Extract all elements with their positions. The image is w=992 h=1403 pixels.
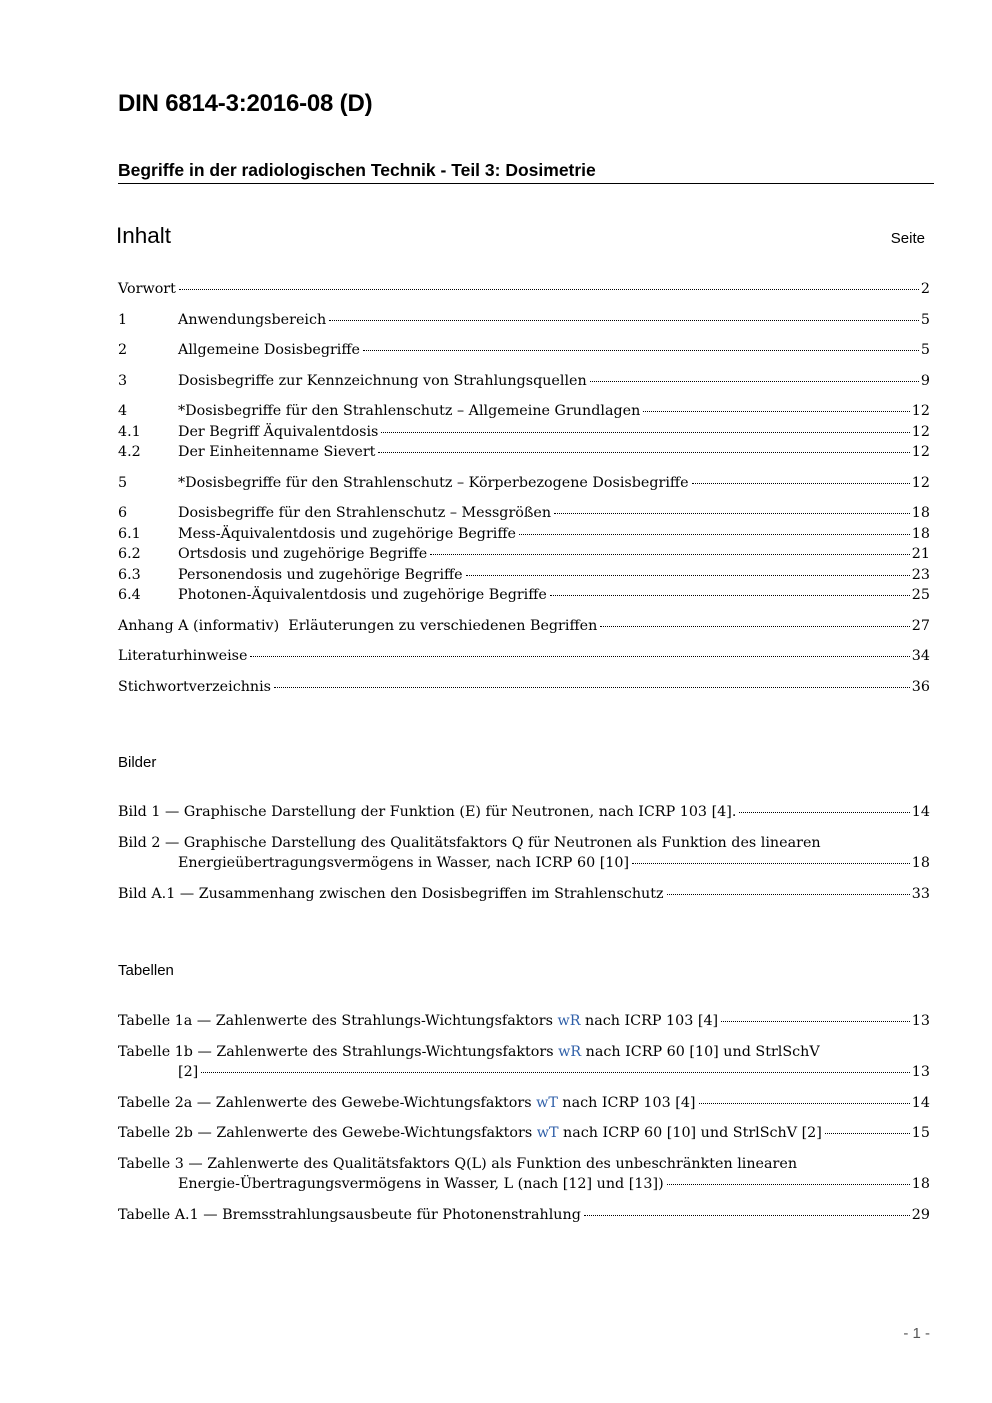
toc-entry-page: 5 bbox=[920, 311, 930, 328]
figures-list bbox=[118, 802, 930, 904]
table-entry-label-end: nach ICRP 103 [4] bbox=[557, 1094, 696, 1111]
leader-dots bbox=[329, 320, 919, 321]
weighting-factor-symbol: wT bbox=[536, 1094, 558, 1111]
toc-entry-label: Der Einheitenname Sievert bbox=[178, 444, 376, 460]
leader-dots bbox=[554, 513, 910, 514]
leader-dots bbox=[584, 1215, 910, 1216]
toc-entry-2[interactable] bbox=[118, 340, 930, 361]
toc-entry-page: 23 bbox=[911, 566, 930, 583]
title-divider bbox=[118, 183, 934, 184]
table-entry-label-continued: [2] bbox=[178, 1064, 199, 1080]
toc-entry-label: Vorwort bbox=[118, 281, 176, 297]
table-entry-2a[interactable] bbox=[118, 1093, 930, 1114]
toc-entry-number: 4 bbox=[118, 403, 128, 419]
leader-dots bbox=[600, 626, 910, 627]
toc-entry-number: 2 bbox=[118, 342, 128, 358]
toc-entry-number: 1 bbox=[118, 311, 128, 328]
toc-entry-page: 12 bbox=[911, 444, 930, 460]
toc-entry-page: 36 bbox=[911, 678, 930, 695]
leader-dots bbox=[378, 452, 909, 453]
leader-dots bbox=[274, 687, 910, 688]
toc-entry-page: 12 bbox=[911, 423, 930, 440]
toc-entry-3[interactable] bbox=[118, 371, 930, 392]
leader-dots bbox=[721, 1021, 910, 1022]
table-entry-label: Tabelle 1a — Zahlenwerte des Strahlungs-Wichtungsfaktors bbox=[118, 1013, 558, 1029]
toc-entry-6[interactable] bbox=[118, 503, 930, 524]
toc-entry-6-4[interactable] bbox=[118, 585, 930, 606]
table-entry-page: 14 bbox=[911, 1094, 930, 1111]
leader-dots bbox=[632, 863, 910, 864]
table-entry-label-end: nach ICRP 60 [10] und StrlSchV [2] bbox=[558, 1125, 822, 1141]
toc-entry-page: 21 bbox=[911, 546, 930, 562]
figures-heading: Bilder bbox=[118, 754, 157, 771]
toc-entry-label: Allgemeine Dosisbegriffe bbox=[178, 342, 360, 358]
toc-entry-number: 6.1 bbox=[118, 525, 141, 542]
toc-entry-6-3[interactable] bbox=[118, 565, 930, 586]
table-entry-label: Tabelle 1b — Zahlenwerte des Strahlungs-Wichtungsfaktors bbox=[118, 1043, 559, 1060]
toc-entry-anhang-a[interactable] bbox=[118, 616, 930, 637]
toc-entry-4[interactable] bbox=[118, 401, 930, 422]
toc-entry-number: 6.3 bbox=[118, 566, 141, 583]
toc-entry-page: 27 bbox=[911, 617, 930, 634]
toc-entry-literaturhinweise[interactable] bbox=[118, 646, 930, 667]
leader-dots bbox=[739, 812, 909, 813]
toc-entry-label: Anhang A (informativ) Erläuterungen zu verschiedenen Begriffen bbox=[118, 617, 598, 634]
leader-dots bbox=[590, 381, 919, 382]
toc-entry-5[interactable] bbox=[118, 473, 930, 494]
leader-dots bbox=[699, 1103, 910, 1104]
document-subtitle: Begriffe in der radiologischen Technik - Teil 3: Dosimetrie bbox=[118, 160, 596, 180]
leader-dots bbox=[692, 483, 910, 484]
leader-dots bbox=[667, 894, 910, 895]
toc-entry-label: Anwendungsbereich bbox=[178, 311, 327, 328]
figure-entry-label: Bild A.1 — Zusammenhang zwischen den Dosisbegriffen im Strahlenschutz bbox=[118, 885, 664, 902]
table-entry-page: 13 bbox=[911, 1064, 930, 1080]
figure-entry-label: Bild 1 — Graphische Darstellung der Funktion (E) für Neutronen, nach ICRP 103 [4]. bbox=[118, 804, 737, 820]
leader-dots bbox=[201, 1072, 910, 1073]
table-entry-1a[interactable] bbox=[118, 1011, 930, 1032]
leader-dots bbox=[466, 575, 910, 576]
table-entry-page: 29 bbox=[911, 1206, 930, 1223]
toc-entry-label: Photonen-Äquivalentdosis und zugehörige Begriffe bbox=[178, 587, 547, 603]
toc-entry-label: *Dosisbegriffe für den Strahlenschutz – Allgemeine Grundlagen bbox=[178, 403, 641, 419]
toc-list bbox=[118, 279, 930, 697]
toc-entry-number: 5 bbox=[118, 474, 128, 491]
toc-entry-label: Personendosis und zugehörige Begriffe bbox=[178, 566, 463, 583]
table-entry-2b[interactable] bbox=[118, 1123, 930, 1144]
toc-entry-1[interactable] bbox=[118, 310, 930, 331]
figure-entry-2[interactable] bbox=[118, 833, 930, 874]
leader-dots bbox=[825, 1133, 910, 1134]
toc-entry-number: 4.2 bbox=[118, 444, 141, 460]
figure-entry-page: 18 bbox=[911, 855, 930, 871]
toc-entry-page: 34 bbox=[911, 648, 930, 664]
table-entry-label: Tabelle 2b — Zahlenwerte des Gewebe-Wichtungsfaktors bbox=[118, 1125, 537, 1141]
leader-dots bbox=[363, 350, 919, 351]
toc-entry-number: 6.4 bbox=[118, 587, 141, 603]
table-entry-label: Tabelle A.1 — Bremsstrahlungsausbeute für Photonenstrahlung bbox=[118, 1206, 581, 1223]
toc-entry-page: 18 bbox=[911, 505, 930, 521]
tables-list bbox=[118, 1011, 930, 1225]
table-entry-label-end: nach ICRP 60 [10] und StrlSchV bbox=[581, 1043, 820, 1060]
document-title: DIN 6814-3:2016-08 (D) bbox=[118, 90, 373, 117]
toc-entry-page: 12 bbox=[911, 403, 930, 419]
figure-entry-page: 33 bbox=[911, 885, 930, 902]
toc-entry-label: Ortsdosis und zugehörige Begriffe bbox=[178, 546, 428, 562]
toc-entry-page: 18 bbox=[911, 525, 930, 542]
toc-entry-number: 3 bbox=[118, 372, 128, 389]
table-entry-label: Tabelle 2a — Zahlenwerte des Gewebe-Wichtungsfaktors bbox=[118, 1094, 537, 1111]
weighting-factor-symbol: wT bbox=[536, 1125, 559, 1141]
table-entry-3[interactable] bbox=[118, 1154, 930, 1195]
figure-entry-label: Bild 2 — Graphische Darstellung des Qualitätsfaktors Q für Neutronen als Funktion des linearen bbox=[118, 834, 821, 851]
toc-entry-page: 25 bbox=[911, 587, 930, 603]
table-entry-label-end: nach ICRP 103 [4] bbox=[580, 1013, 719, 1029]
toc-entry-page: 2 bbox=[920, 281, 930, 297]
toc-entry-label: Mess-Äquivalentdosis und zugehörige Begriffe bbox=[178, 525, 516, 542]
figure-entry-1[interactable] bbox=[118, 802, 930, 823]
toc-entry-4-1[interactable] bbox=[118, 422, 930, 443]
figure-entry-a1[interactable] bbox=[118, 884, 930, 905]
toc-entry-6-1[interactable] bbox=[118, 524, 930, 545]
weighting-factor-symbol: wR bbox=[558, 1043, 582, 1060]
table-entry-a1[interactable] bbox=[118, 1205, 930, 1226]
toc-entry-vorwort[interactable] bbox=[118, 279, 930, 300]
leader-dots bbox=[667, 1184, 910, 1185]
toc-entry-page: 12 bbox=[911, 474, 930, 491]
leader-dots bbox=[250, 656, 909, 657]
table-entry-page: 18 bbox=[911, 1176, 930, 1192]
weighting-factor-symbol: wR bbox=[557, 1013, 581, 1029]
toc-heading: Inhalt bbox=[116, 223, 172, 248]
leader-dots bbox=[519, 534, 910, 535]
table-entry-label-continued: Energie-Übertragungsvermögens in Wasser, L (nach [12] und [13]) bbox=[178, 1176, 664, 1192]
toc-entry-label: Der Begriff Äquivalentdosis bbox=[178, 423, 379, 440]
toc-page-column-heading: Seite bbox=[890, 230, 925, 247]
toc-entry-label: *Dosisbegriffe für den Strahlenschutz – Körperbezogene Dosisbegriffe bbox=[178, 474, 689, 491]
table-entry-page: 13 bbox=[911, 1013, 930, 1029]
leader-dots bbox=[430, 554, 910, 555]
leader-dots bbox=[643, 411, 910, 412]
table-entry-page: 15 bbox=[911, 1125, 930, 1141]
toc-entry-label: Stichwortverzeichnis bbox=[118, 678, 272, 695]
toc-entry-label: Literaturhinweise bbox=[118, 648, 248, 664]
table-entry-1b[interactable] bbox=[118, 1042, 930, 1083]
leader-dots bbox=[550, 595, 910, 596]
toc-entry-number: 6.2 bbox=[118, 546, 141, 562]
figure-entry-page: 14 bbox=[911, 804, 930, 820]
toc-entry-label: Dosisbegriffe für den Strahlenschutz – Messgrößen bbox=[178, 505, 552, 521]
figure-entry-label-continued: Energieübertragungsvermögens in Wasser, nach ICRP 60 [10] bbox=[178, 855, 630, 871]
toc-entry-6-2[interactable] bbox=[118, 544, 930, 565]
toc-entry-label: Dosisbegriffe zur Kennzeichnung von Strahlungsquellen bbox=[178, 372, 587, 389]
page-number: - 1 - bbox=[903, 1325, 930, 1342]
leader-dots bbox=[179, 289, 919, 290]
toc-entry-stichwortverzeichnis[interactable] bbox=[118, 677, 930, 698]
table-entry-label: Tabelle 3 — Zahlenwerte des Qualitätsfaktors Q(L) als Funktion des unbeschränkten linearen bbox=[118, 1155, 798, 1172]
toc-entry-number: 6 bbox=[118, 505, 128, 521]
toc-entry-page: 9 bbox=[920, 372, 930, 389]
leader-dots bbox=[381, 432, 909, 433]
toc-entry-page: 5 bbox=[920, 342, 930, 358]
tables-heading: Tabellen bbox=[118, 962, 174, 979]
toc-entry-4-2[interactable] bbox=[118, 442, 930, 463]
toc-entry-number: 4.1 bbox=[118, 423, 141, 440]
